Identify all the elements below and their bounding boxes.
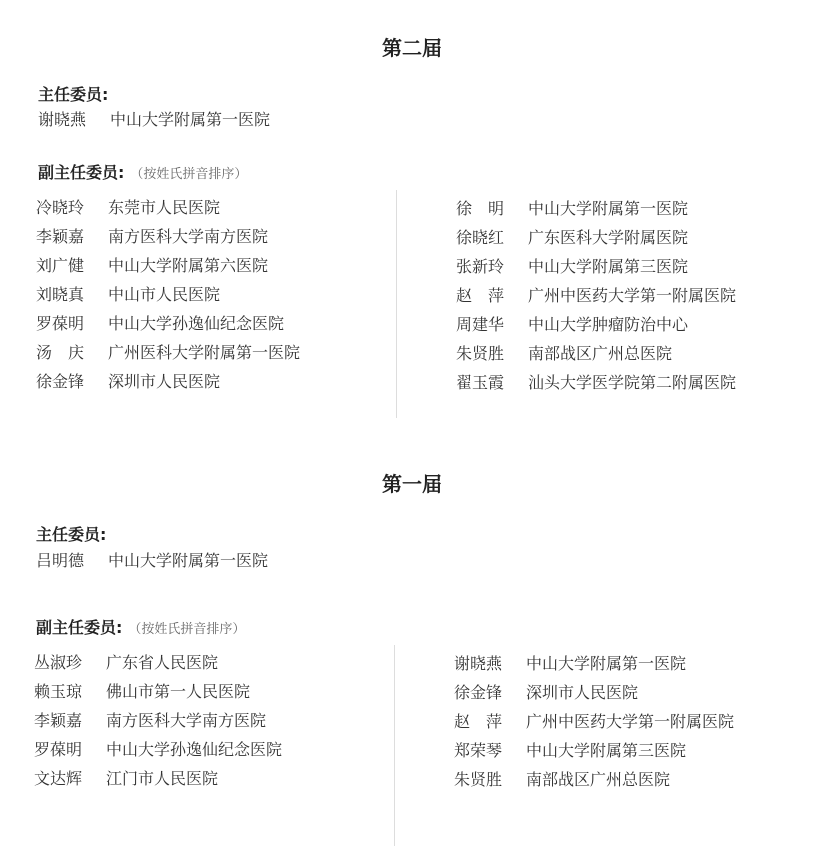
hospital-name: 中山大学孙逸仙纪念医院 xyxy=(108,314,285,333)
person-name: 徐金锋 xyxy=(454,683,503,702)
list-item xyxy=(456,194,688,223)
list-item xyxy=(454,736,686,765)
hospital-name: 南方医科大学南方医院 xyxy=(108,227,269,246)
hospital-name: 佛山市第一人民医院 xyxy=(106,682,251,701)
vice-chair-heading xyxy=(38,160,247,183)
hospital-name: 广州医科大学附属第一医院 xyxy=(108,343,301,362)
list-item xyxy=(456,252,688,281)
list-item xyxy=(34,706,266,735)
vice-chair-label: 副主任委员: xyxy=(36,618,123,637)
hospital-name: 中山市人民医院 xyxy=(108,285,221,304)
hospital-name: 中山大学附属第三医院 xyxy=(528,257,689,276)
person-name: 罗葆明 xyxy=(36,314,85,333)
person-name: 汤 庆 xyxy=(36,343,85,362)
list-item xyxy=(454,678,638,707)
list-item xyxy=(454,649,686,678)
list-item xyxy=(36,309,284,338)
person-name: 罗葆明 xyxy=(34,740,83,759)
person-name: 张新玲 xyxy=(456,257,505,276)
list-item xyxy=(456,368,736,397)
person-name: 徐晓红 xyxy=(456,228,505,247)
person-name: 徐金锋 xyxy=(36,372,85,391)
vice-chair-label: 副主任委员: xyxy=(38,163,125,182)
person-name: 丛淑珍 xyxy=(34,653,83,672)
list-item xyxy=(36,222,268,251)
list-item xyxy=(34,735,282,764)
list-item xyxy=(36,367,220,396)
person-name: 朱贤胜 xyxy=(456,344,505,363)
person-name: 谢晓燕 xyxy=(454,654,503,673)
person-name: 冷晓玲 xyxy=(36,198,85,217)
hospital-name: 广州中医药大学第一附属医院 xyxy=(528,286,737,305)
list-item xyxy=(456,310,688,339)
hospital-name: 广州中医药大学第一附属医院 xyxy=(526,712,735,731)
person-name: 翟玉霞 xyxy=(456,373,505,392)
chair-entry xyxy=(36,546,268,575)
hospital-name: 中山大学孙逸仙纪念医院 xyxy=(106,740,283,759)
person-name: 谢晓燕 xyxy=(38,110,87,129)
hospital-name: 中山大学附属第六医院 xyxy=(108,256,269,275)
person-name: 朱贤胜 xyxy=(454,770,503,789)
person-name: 赵 萍 xyxy=(454,712,503,731)
term-title: 第一届 xyxy=(382,472,442,496)
hospital-name: 东莞市人民医院 xyxy=(108,198,221,217)
person-name: 李颖嘉 xyxy=(36,227,85,246)
list-item xyxy=(34,648,218,677)
list-item xyxy=(456,339,672,368)
list-item xyxy=(456,281,736,310)
list-item xyxy=(456,223,688,252)
hospital-name: 中山大学附属第一医院 xyxy=(526,654,687,673)
list-item xyxy=(36,193,220,222)
hospital-name: 广东省人民医院 xyxy=(106,653,219,672)
hospital-name: 南方医科大学南方医院 xyxy=(106,711,267,730)
list-item xyxy=(34,677,250,706)
list-item xyxy=(454,707,734,736)
person-name: 赵 萍 xyxy=(456,286,505,305)
person-name: 吕明德 xyxy=(36,551,85,570)
list-item xyxy=(454,765,670,794)
hospital-name: 深圳市人民医院 xyxy=(526,683,639,702)
sort-note: （按姓氏拼音排序） xyxy=(128,622,246,637)
vice-chair-heading xyxy=(36,615,245,638)
chair-entry xyxy=(38,105,270,134)
hospital-name: 中山大学附属第一医院 xyxy=(110,110,271,129)
person-name: 徐 明 xyxy=(456,199,505,218)
person-name: 文达辉 xyxy=(34,769,83,788)
hospital-name: 广东医科大学附属医院 xyxy=(528,228,689,247)
hospital-name: 汕头大学医学院第二附属医院 xyxy=(528,373,737,392)
person-name: 赖玉琼 xyxy=(34,682,83,701)
hospital-name: 中山大学附属第一医院 xyxy=(528,199,689,218)
hospital-name: 江门市人民医院 xyxy=(106,769,219,788)
list-item xyxy=(36,251,268,280)
hospital-name: 南部战区广州总医院 xyxy=(528,344,673,363)
hospital-name: 中山大学肿瘤防治中心 xyxy=(528,315,689,334)
person-name: 李颖嘉 xyxy=(34,711,83,730)
hospital-name: 南部战区广州总医院 xyxy=(526,770,671,789)
person-name: 刘广健 xyxy=(36,256,85,275)
list-item xyxy=(36,280,220,309)
person-name: 郑荣琴 xyxy=(454,741,503,760)
list-item xyxy=(36,338,300,367)
chair-label: 主任委员: xyxy=(36,525,107,544)
person-name: 刘晓真 xyxy=(36,285,85,304)
hospital-name: 中山大学附属第三医院 xyxy=(526,741,687,760)
hospital-name: 深圳市人民医院 xyxy=(108,372,221,391)
person-name: 周建华 xyxy=(456,315,505,334)
list-item xyxy=(34,764,218,793)
sort-note: （按姓氏拼音排序） xyxy=(130,167,248,182)
chair-label: 主任委员: xyxy=(38,85,109,104)
term-title: 第二届 xyxy=(382,36,442,60)
hospital-name: 中山大学附属第一医院 xyxy=(108,551,269,570)
column-divider xyxy=(394,645,395,846)
column-divider xyxy=(396,190,397,418)
